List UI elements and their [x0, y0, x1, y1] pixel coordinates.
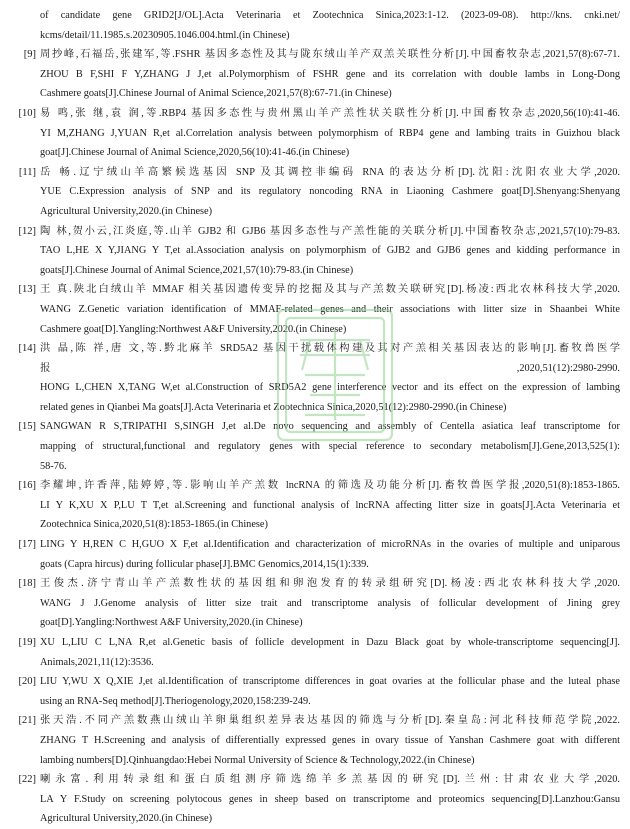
reference-number: [16] — [18, 480, 36, 492]
reference-line: goats[J].Chinese Journal of Animal Science,2021,57(10):79-83.(in Chinese) — [40, 264, 354, 276]
reference-text — [40, 476, 620, 535]
reference-line: 易 鸣,张 继,袁 润,等.RBP4 基因多态性与贵州黑山羊产羔性状关联性分析[J].中国畜牧杂志,2020,56(10):41-46. — [40, 107, 620, 119]
reference-entry — [0, 672, 630, 711]
reference-line: LI Y K,XU X P,LU T T,et al.Screening and functional analysis of lncRNA affecting litter size in goats[J].Acta Veterinaria et — [40, 499, 620, 511]
reference-line: Cashmere goats[J].Chinese Journal of Animal Science,2021,57(8):67-71.(in Chinese) — [40, 88, 392, 100]
reference-number: [10] — [18, 107, 36, 119]
reference-line: TAO L,HE X Y,JIANG Y T,et al.Association analysis on polymorphism of GJB2 and GJB6 genes and kidding performance in — [40, 245, 620, 257]
reference-entry — [0, 711, 630, 770]
reference-line: 58-76. — [40, 460, 67, 472]
reference-line: ZHOU B F,SHI F Y,ZHANG J J,et al.Polymorphism of FSHR gene and its correlation with double lambs in Long-Dong — [40, 68, 620, 80]
reference-line: HONG L,CHEN X,TANG W,et al.Construction of SRD5A2 gene interference vector and its effect on the expression of lambing — [40, 382, 620, 394]
reference-text — [40, 163, 620, 222]
reference-number: [22] — [18, 774, 36, 786]
reference-line: goats (Capra hircus) during follicular phase[J].BMC Genomics,2014,15(1):339. — [40, 558, 369, 570]
reference-line: 报,2020,51(12):2980-2990. — [40, 362, 620, 374]
reference-number: [19] — [18, 637, 36, 648]
reference-line: 岳 畅.辽宁绒山羊高繁候选基因 SNP 及其调控非编码 RNA 的表达分析[D].沈阳:沈阳农业大学,2020. — [40, 166, 620, 178]
reference-line: lambing numbers[D].Qinhuangdao:Hebei Normal University of Science & Technology,2022.(in Chinese) — [40, 754, 475, 766]
reference-line: Zootechnica Sinica,2020,51(8):1853-1865.(in Chinese) — [40, 519, 268, 531]
reference-text — [40, 574, 620, 633]
reference-entry — [0, 770, 630, 829]
reference-line: 王俊杰.济宁青山羊产羔数性状的基因组和卵泡发育的转录组研究[D].杨凌:西北农林科技大学,2020. — [40, 578, 620, 590]
reference-text — [40, 417, 620, 476]
reference-line: related genes in Qianbei Ma goats[J].Acta Veterinaria et Zootechnica Sinica,2020,51(12):2980-2990.(in Chinese) — [40, 401, 507, 413]
reference-entry — [0, 104, 630, 163]
reference-line: of candidate gene GRID2[J/OL].Acta Veterinaria et Zootechnica Sinica,2023:1-12. (2023-09-08). http://kns. cnki.net/ — [40, 10, 620, 21]
reference-line: WANG J J.Genome analysis of litter size trait and transcriptome analysis of follicular development of Jining grey — [40, 597, 620, 609]
reference-number: [15] — [18, 421, 36, 433]
reference-line: goat[D].Yangling:Northwest A&F University,2020.(in Chinese) — [40, 617, 303, 629]
reference-line: 周抄峰,石福岳,张建军,等.FSHR 基因多态性及其与陇东绒山羊产双羔关联性分析[J].中国畜牧杂志,2021,57(8):67-71. — [40, 49, 620, 61]
reference-line: LING Y H,REN C H,GUO X F,et al.Identification and characterization of microRNAs in the ovaries of multiple and uniparous — [40, 539, 620, 551]
reference-text — [40, 711, 620, 770]
reference-text — [40, 104, 620, 163]
reference-line: kcms/detail/11.1985.s.20230905.1046.004.html.(in Chinese) — [40, 29, 290, 41]
reference-line: mapping of structural,functional and regulatory genes with special reference to secondary metabolism[J].Gene,2013,525(1): — [40, 441, 620, 453]
reference-entry — [0, 339, 630, 417]
reference-entry — [0, 417, 630, 476]
reference-line: YI M,ZHANG J,YUAN R,et al.Correlation analysis between polymorphism of RBP4 gene and lambing traits in Guizhou black — [40, 127, 620, 139]
reference-line: Agricultural University,2020.(in Chinese) — [40, 813, 213, 825]
reference-entry — [0, 222, 630, 281]
reference-line: LIU Y,WU X Q,XIE J,et al.Identification of transcriptome differences in goat ovaries at the follicular phase and the luteal phase — [40, 676, 620, 688]
reference-number: [14] — [18, 343, 36, 355]
reference-number: [13] — [18, 284, 36, 296]
reference-line: 陶 林,贺小云,江炎庭,等.山羊 GJB2 和 GJB6 基因多态性与产羔性能的关联分析[J].中国畜牧杂志,2021,57(10):79-83. — [40, 225, 620, 237]
reference-entry — [0, 535, 630, 574]
reference-number: [18] — [18, 578, 36, 590]
reference-list — [0, 6, 630, 829]
reference-line: 喇永富.利用转录组和蛋白质组测序筛选绵羊多羔基因的研究[D].兰州:甘肃农业大学,2020. — [40, 774, 620, 786]
reference-line: Cashmere goat[D].Yangling:Northwest A&F University,2020.(in Chinese) — [40, 323, 347, 335]
reference-entry — [0, 163, 630, 222]
reference-line: LA Y F.Study on screening polytocous genes in sheep based on transcriptome and proteomics sequencing[D].Lanzhou:Gansu — [40, 793, 620, 805]
reference-entry — [0, 633, 630, 672]
reference-line: using an RNA-Seq method[J].Theriogenology,2020,158:239-249. — [40, 695, 311, 707]
reference-text — [40, 633, 620, 672]
reference-number: [17] — [18, 539, 36, 551]
reference-entry — [0, 574, 630, 633]
reference-entry — [0, 45, 630, 104]
reference-line: 王 真.陕北白绒山羊 MMAF 相关基因遗传变异的挖掘及其与产羔数关联研究[D].杨凌:西北农林科技大学,2020. — [40, 284, 620, 296]
reference-text — [40, 6, 620, 45]
reference-line: ZHANG T H.Screening and analysis of differentially expressed genes in ovary tissue of Yanshan Cashmere goat with different — [40, 734, 620, 746]
reference-line: YUE C.Expression analysis of SNP and its regulatory noncoding RNA in Liaoning Cashmere goat[D].Shenyang:Shenyang — [40, 186, 620, 198]
reference-entry — [0, 6, 630, 45]
reference-entry — [0, 476, 630, 535]
reference-number: [21] — [18, 715, 36, 727]
reference-text — [40, 45, 620, 104]
reference-line: WANG Z.Genetic variation identification of MMAF-related genes and their associations with litter size in Shaanbei White — [40, 303, 620, 315]
reference-text — [40, 339, 620, 417]
reference-number: [12] — [18, 225, 36, 237]
reference-number: [20] — [18, 676, 36, 688]
reference-line: goat[J].Chinese Journal of Animal Science,2020,56(10):41-46.(in Chinese) — [40, 147, 350, 159]
reference-number: [11] — [18, 166, 36, 178]
reference-line: Agricultural University,2020.(in Chinese) — [40, 205, 213, 217]
reference-number: [9] — [23, 49, 36, 61]
reference-text — [40, 222, 620, 281]
reference-text — [40, 280, 620, 339]
reference-line: 洪 晶,陈 祥,唐 文,等.黔北麻羊 SRD5A2 基因干扰载体构建及其对产羔相关基因表达的影响[J].畜牧兽医学 — [40, 343, 620, 355]
reference-line: 张天浩.不同产羔数燕山绒山羊卵巢组织差异表达基因的筛选与分析[D].秦皇岛:河北科技师范学院,2022. — [40, 715, 620, 727]
reference-text — [40, 672, 620, 711]
reference-entry — [0, 280, 630, 339]
reference-text — [40, 770, 620, 829]
reference-line: 李耀坤,许香萍,陆婷婷,等.影响山羊产羔数 lncRNA 的筛选及功能分析[J].畜牧兽医学报,2020,51(8):1853-1865. — [40, 480, 620, 492]
reference-line: SANGWAN R S,TRIPATHI S,SINGH J,et al.De novo sequencing and assembly of Centella asiatica leaf transcriptome for — [40, 421, 620, 433]
reference-line: XU L,LIU C L,NA R,et al.Genetic basis of follicle development in Dazu Black goat by whole-transcriptome sequencing[J]. — [40, 637, 620, 648]
reference-text — [40, 535, 620, 574]
reference-line: Animals,2021,11(12):3536. — [40, 656, 154, 668]
